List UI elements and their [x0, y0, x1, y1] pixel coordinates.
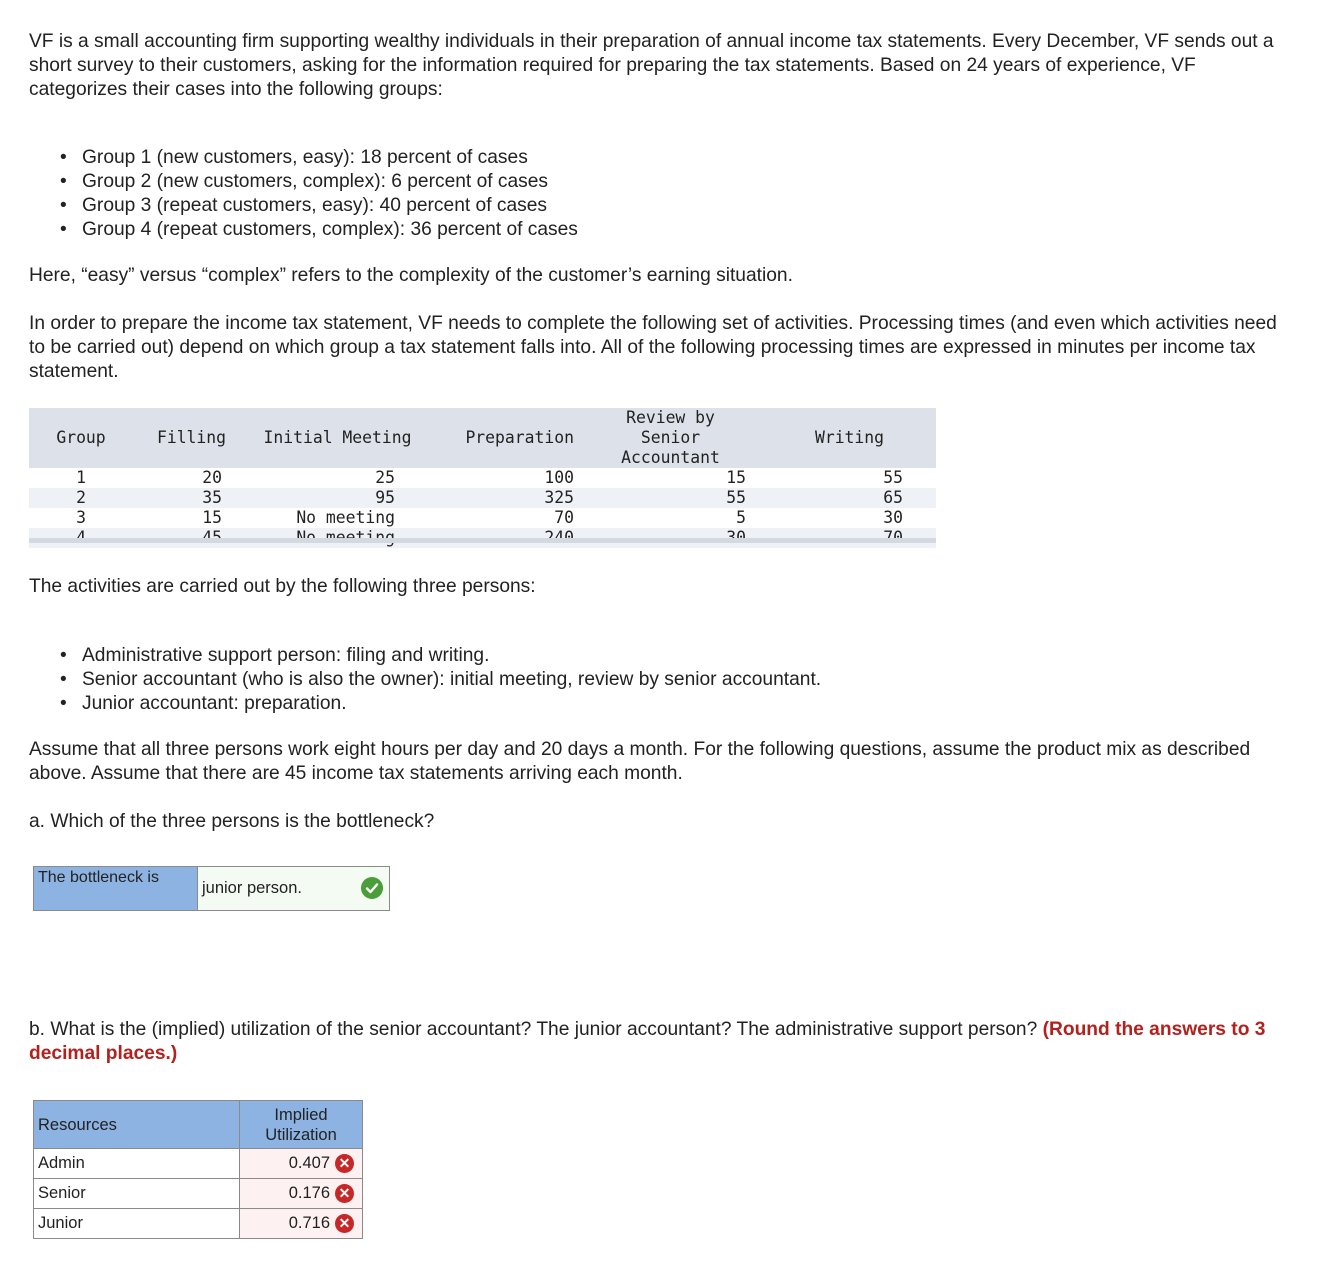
cell: 3	[76, 508, 86, 527]
resource-admin: Admin	[34, 1149, 240, 1179]
cell: 325	[425, 488, 578, 508]
cell: 70	[554, 508, 574, 527]
col-header-filling: Filling	[133, 408, 250, 468]
cell: 100	[544, 468, 574, 487]
incorrect-x-icon: ✕	[335, 1184, 354, 1203]
resource-senior: Senior	[34, 1179, 240, 1209]
table-row	[29, 488, 936, 508]
activity-table	[29, 408, 936, 548]
answer-a-label: The bottleneck is	[34, 867, 198, 910]
cell: 35	[133, 488, 250, 508]
groups-list	[60, 146, 578, 242]
utilization-value: 0.716	[288, 1213, 330, 1232]
utilization-junior-input[interactable]	[240, 1209, 363, 1239]
list-item: • Group 2 (new customers, complex): 6 percent of cases	[60, 170, 578, 194]
cell: 15	[726, 468, 746, 487]
col-header-implied-utilization: Implied Utilization	[240, 1101, 363, 1149]
activities-intro: In order to prepare the income tax statement, VF needs to complete the following set of activities. Processing times (and even which activities need to be carried out) depend on which group a tax statement falls into. All of the following processing times are expressed in minutes per income tax statement.	[29, 313, 1277, 382]
resource-junior: Junior	[34, 1209, 240, 1239]
col-header-writing: Writing	[763, 408, 936, 468]
table-row	[29, 508, 936, 528]
table-header-row	[29, 408, 936, 468]
cell: 95	[250, 488, 425, 508]
col-header-resources: Resources	[34, 1101, 240, 1149]
list-item: • Group 4 (repeat customers, complex): 36 percent of cases	[60, 218, 578, 242]
cell: 15	[202, 508, 222, 527]
rounding-note: (Round the answers to 3 decimal places.)	[29, 1019, 1266, 1064]
col-header-initial-meeting: Initial Meeting	[250, 408, 425, 468]
list-item: • Administrative support person: filing and writing.	[60, 644, 821, 668]
utilization-value: 0.407	[288, 1153, 330, 1172]
table-header-row	[34, 1101, 363, 1149]
answer-a-value: junior person.	[202, 879, 302, 897]
table-divider	[29, 538, 936, 543]
answer-a-box	[33, 866, 390, 911]
persons-intro: The activities are carried out by the following three persons:	[29, 576, 536, 597]
incorrect-x-icon: ✕	[335, 1214, 354, 1233]
cell: No meeting	[296, 508, 395, 527]
question-b-text: b. What is the (implied) utilization of the senior accountant? The junior accountant? The administrative support person?	[29, 1019, 1038, 1040]
cell: 2	[29, 488, 133, 508]
list-item: • Senior accountant (who is also the owner): initial meeting, review by senior accountant.	[60, 668, 821, 692]
table-row	[34, 1179, 363, 1209]
table-row	[34, 1209, 363, 1239]
table-row	[34, 1149, 363, 1179]
cell: 30	[883, 508, 903, 527]
correct-check-icon	[361, 877, 383, 899]
col-header-preparation: Preparation	[425, 408, 578, 468]
cell: 25	[375, 468, 395, 487]
easy-note: Here, “easy” versus “complex” refers to the complexity of the customer’s earning situation.	[29, 265, 793, 286]
cell: 65	[763, 488, 936, 508]
list-item: • Junior accountant: preparation.	[60, 692, 821, 716]
question-a: a. Which of the three persons is the bottleneck?	[29, 811, 435, 832]
cell: 20	[202, 468, 222, 487]
utilization-table	[33, 1100, 363, 1239]
intro-paragraph: VF is a small accounting firm supporting wealthy individuals in their preparation of annual income tax statements. Every December, VF sends out a short survey to their customers, asking for the information required for preparing the tax statements. Based on 24 years of experience, VF categorizes their cases into the following groups:	[29, 31, 1274, 100]
cell: 1	[76, 468, 86, 487]
cell: 5	[736, 508, 746, 527]
answer-a-field[interactable]	[198, 867, 389, 910]
question-b	[29, 1018, 1289, 1066]
utilization-senior-input[interactable]	[240, 1179, 363, 1209]
col-header-review: Review by Senior Accountant	[578, 408, 763, 468]
table-row	[29, 468, 936, 488]
list-item: • Group 3 (repeat customers, easy): 40 percent of cases	[60, 194, 578, 218]
utilization-admin-input[interactable]	[240, 1149, 363, 1179]
cell: 55	[883, 468, 903, 487]
utilization-value: 0.176	[288, 1183, 330, 1202]
list-item: • Group 1 (new customers, easy): 18 percent of cases	[60, 146, 578, 170]
persons-list	[60, 644, 821, 716]
incorrect-x-icon: ✕	[335, 1154, 354, 1173]
assumption-paragraph: Assume that all three persons work eight hours per day and 20 days a month. For the following questions, assume the product mix as described above. Assume that there are 45 income tax statements arriving each month.	[29, 739, 1251, 784]
cell: 55	[578, 488, 763, 508]
col-header-group: Group	[29, 408, 133, 468]
